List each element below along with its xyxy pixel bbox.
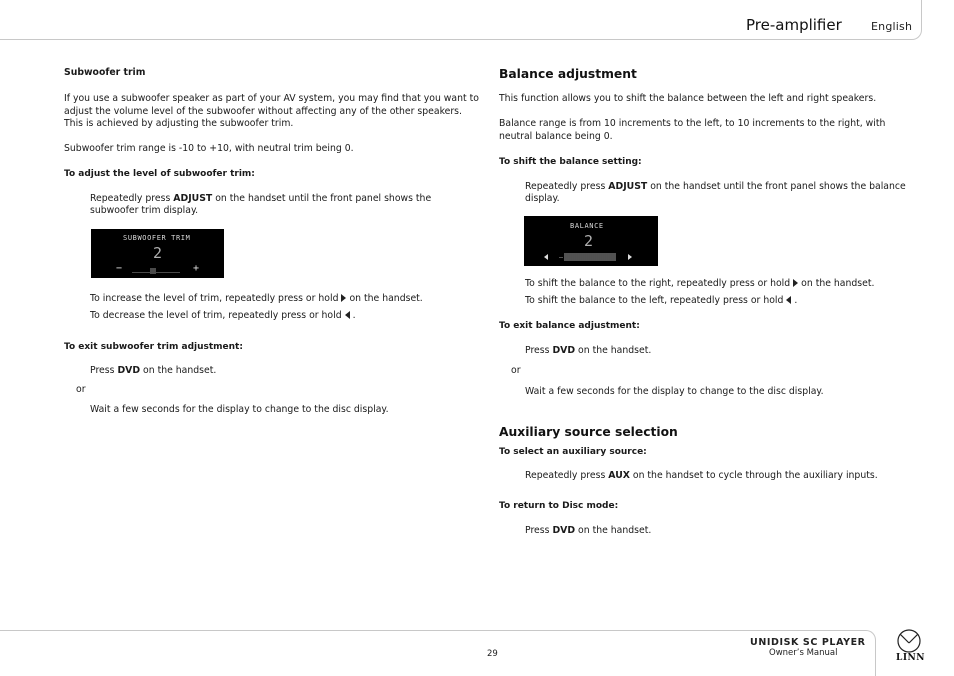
lcd-plus: + xyxy=(193,263,200,274)
step-text: Repeatedly press xyxy=(525,470,609,481)
balance-heading: Balance adjustment xyxy=(499,67,637,81)
exit-balance-press xyxy=(525,345,651,358)
dvd-key: DVD xyxy=(117,365,141,376)
shift-balance-subheading: To shift the balance setting: xyxy=(499,157,642,167)
product-name: UNIDISK SC PLAYER xyxy=(750,637,866,648)
lcd-label: SUBWOOFER TRIM xyxy=(123,234,191,242)
subwoofer-intro-line3: This is achieved by adjusting the subwoofer trim. xyxy=(64,118,294,129)
balance-intro: This function allows you to shift the balance between the left and right speakers. xyxy=(499,93,877,104)
lcd-minus: − xyxy=(116,263,123,274)
balance-scale-graphic xyxy=(558,252,624,262)
adjust-key: ADJUST xyxy=(608,181,648,192)
trim-scale-graphic xyxy=(131,267,187,275)
lcd-value: 2 xyxy=(584,232,594,250)
balance-display xyxy=(524,216,658,266)
step-text: . xyxy=(352,310,356,321)
subwoofer-trim-display xyxy=(91,229,224,278)
exit-trim-subheading: To exit subwoofer trim adjustment: xyxy=(64,342,243,352)
linn-logo-text: LINN xyxy=(896,653,925,663)
step-text: Press xyxy=(90,365,118,376)
exit-trim-wait: Wait a few seconds for the display to change to the disc display. xyxy=(90,404,389,415)
select-aux-step xyxy=(525,470,878,483)
increase-trim-text xyxy=(90,293,423,306)
exit-balance-wait: Wait a few seconds for the display to change to the disc display. xyxy=(525,386,824,397)
linn-logo xyxy=(892,628,926,666)
shift-right-text xyxy=(525,278,874,291)
lcd-left-arrow-icon xyxy=(544,254,548,260)
adjust-trim-step-line2: subwoofer trim display. xyxy=(90,205,199,216)
step-text: on the handset until the front panel shows the xyxy=(212,193,432,204)
footer-frame xyxy=(0,630,876,676)
adjust-trim-subheading: To adjust the level of subwoofer trim: xyxy=(64,169,255,179)
shift-balance-step xyxy=(525,181,906,194)
lcd-label: BALANCE xyxy=(570,222,604,230)
or-text: or xyxy=(76,384,86,395)
step-text: on the handset. xyxy=(575,525,652,536)
subwoofer-range-text: Subwoofer trim range is -10 to +10, with neutral trim being 0. xyxy=(64,143,354,154)
balance-range-line2: neutral balance being 0. xyxy=(499,131,613,142)
adjust-key: ADJUST xyxy=(173,193,213,204)
lcd-right-arrow-icon xyxy=(628,254,632,260)
step-text: on the handset. xyxy=(349,293,423,304)
step-text: Press xyxy=(525,525,553,536)
disc-mode-press xyxy=(525,525,651,538)
subwoofer-intro-line2: adjust the volume level of the subwoofer without affecting any of the other speakers. xyxy=(64,106,462,117)
step-text: on the handset to cycle through the auxiliary inputs. xyxy=(629,470,878,481)
adjust-trim-step xyxy=(90,193,431,206)
step-text: To shift the balance to the right, repeatedly press or hold xyxy=(525,278,791,289)
decrease-trim-text xyxy=(90,310,356,323)
step-text: on the handset. xyxy=(140,365,217,376)
step-text: To shift the balance to the left, repeatedly press or hold xyxy=(525,295,784,306)
auxiliary-heading: Auxiliary source selection xyxy=(499,425,678,439)
page-number: 29 xyxy=(487,649,498,659)
disc-mode-subheading: To return to Disc mode: xyxy=(499,501,619,511)
dvd-key: DVD xyxy=(552,525,576,536)
subwoofer-trim-heading: Subwoofer trim xyxy=(64,67,146,78)
step-text: Repeatedly press xyxy=(90,193,174,204)
left-arrow-icon xyxy=(345,311,350,319)
or-text: or xyxy=(511,365,521,376)
lcd-value: 2 xyxy=(153,244,163,262)
step-text: on the handset until the front panel shows the balance xyxy=(647,181,906,192)
dvd-key: DVD xyxy=(552,345,576,356)
balance-range-line1: Balance range is from 10 increments to the left, to 10 increments to the right, with xyxy=(499,118,886,129)
select-aux-subheading: To select an auxiliary source: xyxy=(499,447,647,457)
step-text: on the handset. xyxy=(801,278,875,289)
exit-balance-subheading: To exit balance adjustment: xyxy=(499,321,640,331)
step-text: Repeatedly press xyxy=(525,181,609,192)
right-arrow-icon xyxy=(793,279,798,287)
step-text: on the handset. xyxy=(575,345,652,356)
step-text: To decrease the level of trim, repeatedly press or hold xyxy=(90,310,342,321)
language-label: English xyxy=(871,20,913,33)
right-arrow-icon xyxy=(341,294,346,302)
manual-label: Owner’s Manual xyxy=(769,648,838,658)
step-text: Press xyxy=(525,345,553,356)
shift-left-text xyxy=(525,295,797,308)
step-text: . xyxy=(794,295,798,306)
subwoofer-intro-line1: If you use a subwoofer speaker as part of your AV system, you may find that you want to xyxy=(64,93,479,104)
exit-trim-press xyxy=(90,365,216,378)
page-title: Pre-amplifier xyxy=(746,16,842,34)
step-text: To increase the level of trim, repeatedly press or hold xyxy=(90,293,339,304)
left-arrow-icon xyxy=(786,296,791,304)
shift-balance-step-line2: display. xyxy=(525,193,560,204)
linn-logo-icon xyxy=(892,628,926,656)
aux-key: AUX xyxy=(608,470,630,481)
